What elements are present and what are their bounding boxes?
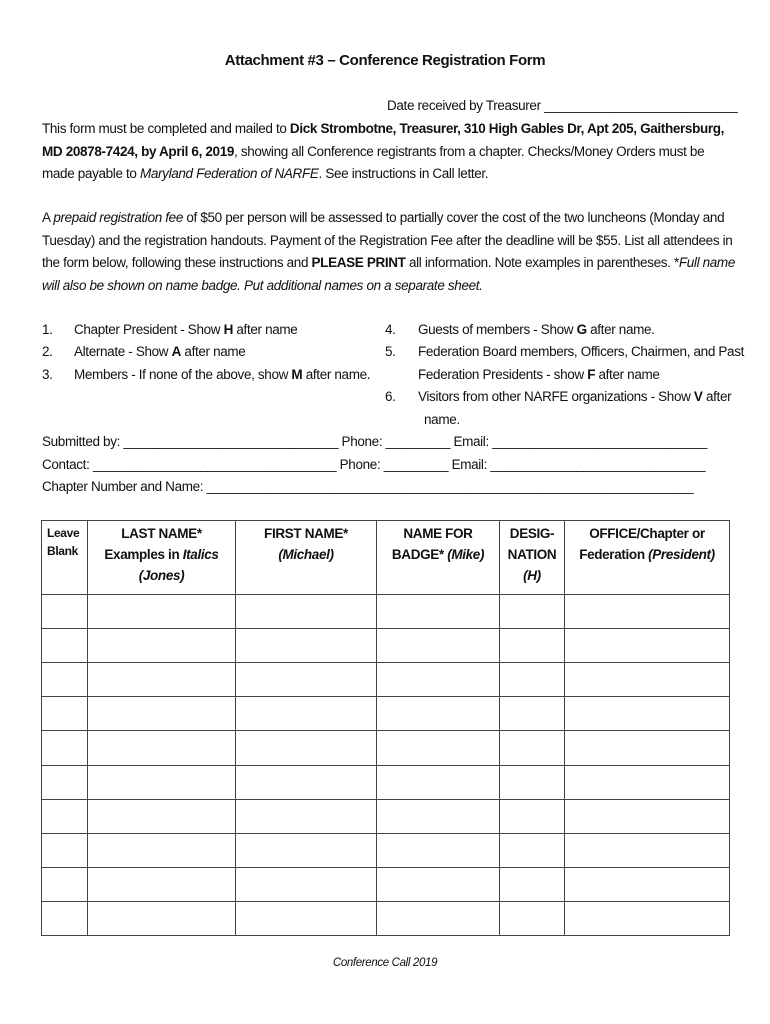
designation-cell[interactable] [500,765,565,799]
instruction-item: Chapter President - Show H after name [74,322,298,337]
office-cell[interactable] [565,629,730,663]
last-name-cell[interactable] [88,731,236,765]
badge-name-cell[interactable] [377,663,500,697]
table-row [42,901,730,935]
last-name-cell[interactable] [88,833,236,867]
last-name-cell[interactable] [88,867,236,901]
submitted-by-line[interactable]: Submitted by: ______________________________ Phone: _________ Email: ______________________________ [42,434,707,449]
instruction-number: 1. [42,322,53,337]
last-name-cell[interactable] [88,697,236,731]
first-name-cell[interactable] [236,629,377,663]
office-cell[interactable] [565,663,730,697]
registrants-table [41,520,730,936]
table-row [42,799,730,833]
table-row [42,629,730,663]
table-row [42,731,730,765]
first-name-cell[interactable] [236,663,377,697]
last-name-cell[interactable] [88,663,236,697]
contact-line[interactable]: Contact: __________________________________ Phone: _________ Email: ______________________________ [42,457,706,472]
header-leave-blank: Leave Blank [42,521,88,595]
office-cell[interactable] [565,833,730,867]
badge-name-cell[interactable] [377,629,500,663]
leave-blank-cell[interactable] [42,595,88,629]
leave-blank-cell[interactable] [42,799,88,833]
chapter-number-name-line[interactable]: Chapter Number and Name: ____________________________________________________________________ [42,479,694,494]
instruction-item: Visitors from other NARFE organizations - Show V after [418,389,732,404]
table-row [42,765,730,799]
last-name-cell[interactable] [88,595,236,629]
instruction-number: 3. [42,367,53,382]
badge-name-cell[interactable] [377,867,500,901]
instruction-item: Members - If none of the above, show M after name. [74,367,371,382]
header-designation: DESIG- NATION (H) [500,521,565,595]
designation-cell[interactable] [500,731,565,765]
leave-blank-cell[interactable] [42,731,88,765]
designation-cell[interactable] [500,595,565,629]
badge-name-cell[interactable] [377,765,500,799]
page-footer: Conference Call 2019 [332,957,438,969]
intro-line-1: This form must be completed and mailed to Dick Strombotne, Treasurer, 310 High Gables Dr, Apt 205, Gaithersburg, [42,121,725,136]
leave-blank-cell[interactable] [42,833,88,867]
last-name-cell[interactable] [88,799,236,833]
leave-blank-cell[interactable] [42,697,88,731]
instruction-item-continued: Federation Presidents - show F after name [418,367,660,382]
office-cell[interactable] [565,595,730,629]
header-office: OFFICE/Chapter or Federation (President) [565,521,730,595]
badge-name-cell[interactable] [377,799,500,833]
instruction-number: 5. [385,344,396,359]
office-cell[interactable] [565,697,730,731]
header-last-name: LAST NAME* Examples in Italics (Jones) [88,521,236,595]
first-name-cell[interactable] [236,595,377,629]
instruction-number: 4. [385,322,396,337]
badge-name-cell[interactable] [377,833,500,867]
first-name-cell[interactable] [236,731,377,765]
leave-blank-cell[interactable] [42,901,88,935]
intro-line-3: made payable to Maryland Federation of NARFE. See instructions in Call letter. [42,166,489,181]
first-name-cell[interactable] [236,833,377,867]
header-name-for-badge: NAME FOR BADGE* (Mike) [377,521,500,595]
office-cell[interactable] [565,901,730,935]
badge-name-cell[interactable] [377,901,500,935]
date-received-line: Date received by Treasurer ___________________________ [387,98,738,113]
instruction-item-continued: name. [424,412,460,427]
badge-name-cell[interactable] [377,595,500,629]
first-name-cell[interactable] [236,901,377,935]
designation-cell[interactable] [500,663,565,697]
designation-cell[interactable] [500,867,565,901]
table-body [42,595,730,936]
table-row [42,833,730,867]
first-name-cell[interactable] [236,867,377,901]
badge-name-cell[interactable] [377,697,500,731]
table-row [42,595,730,629]
designation-cell[interactable] [500,697,565,731]
first-name-cell[interactable] [236,765,377,799]
intro-line-2: MD 20878-7424, by April 6, 2019, showing all Conference registrants from a chapter. Checks/Money Orders must be [42,144,705,159]
table-row [42,867,730,901]
last-name-cell[interactable] [88,901,236,935]
table-row [42,663,730,697]
office-cell[interactable] [565,731,730,765]
fee-line-1: A prepaid registration fee of $50 per person will be assessed to partially cover the cost of the two luncheons (Monday and [42,210,725,225]
badge-name-cell[interactable] [377,731,500,765]
first-name-cell[interactable] [236,799,377,833]
last-name-cell[interactable] [88,765,236,799]
office-cell[interactable] [565,867,730,901]
leave-blank-cell[interactable] [42,629,88,663]
header-first-name: FIRST NAME* (Michael) [236,521,377,595]
leave-blank-cell[interactable] [42,663,88,697]
office-cell[interactable] [565,799,730,833]
first-name-cell[interactable] [236,697,377,731]
leave-blank-cell[interactable] [42,765,88,799]
instruction-item: Alternate - Show A after name [74,344,246,359]
fee-line-2: Tuesday) and the registration handouts. Payment of the Registration Fee after the deadline will be $55. List all attendees in [42,233,733,248]
table-header-row [42,521,730,595]
instruction-number: 2. [42,344,53,359]
table-row [42,697,730,731]
instruction-item: Federation Board members, Officers, Chairmen, and Past [418,344,745,359]
designation-cell[interactable] [500,833,565,867]
fee-line-3: the form below, following these instructions and PLEASE PRINT all information. Note examples in parentheses. *Full name [42,255,735,270]
fee-line-4: will also be shown on name badge. Put additional names on a separate sheet. [42,278,483,293]
leave-blank-cell[interactable] [42,867,88,901]
designation-cell[interactable] [500,629,565,663]
instruction-item: Guests of members - Show G after name. [418,322,655,337]
designation-cell[interactable] [500,901,565,935]
designation-cell[interactable] [500,799,565,833]
instruction-number: 6. [385,389,396,404]
form-title: Attachment #3 – Conference Registration Form [224,52,546,69]
office-cell[interactable] [565,765,730,799]
last-name-cell[interactable] [88,629,236,663]
